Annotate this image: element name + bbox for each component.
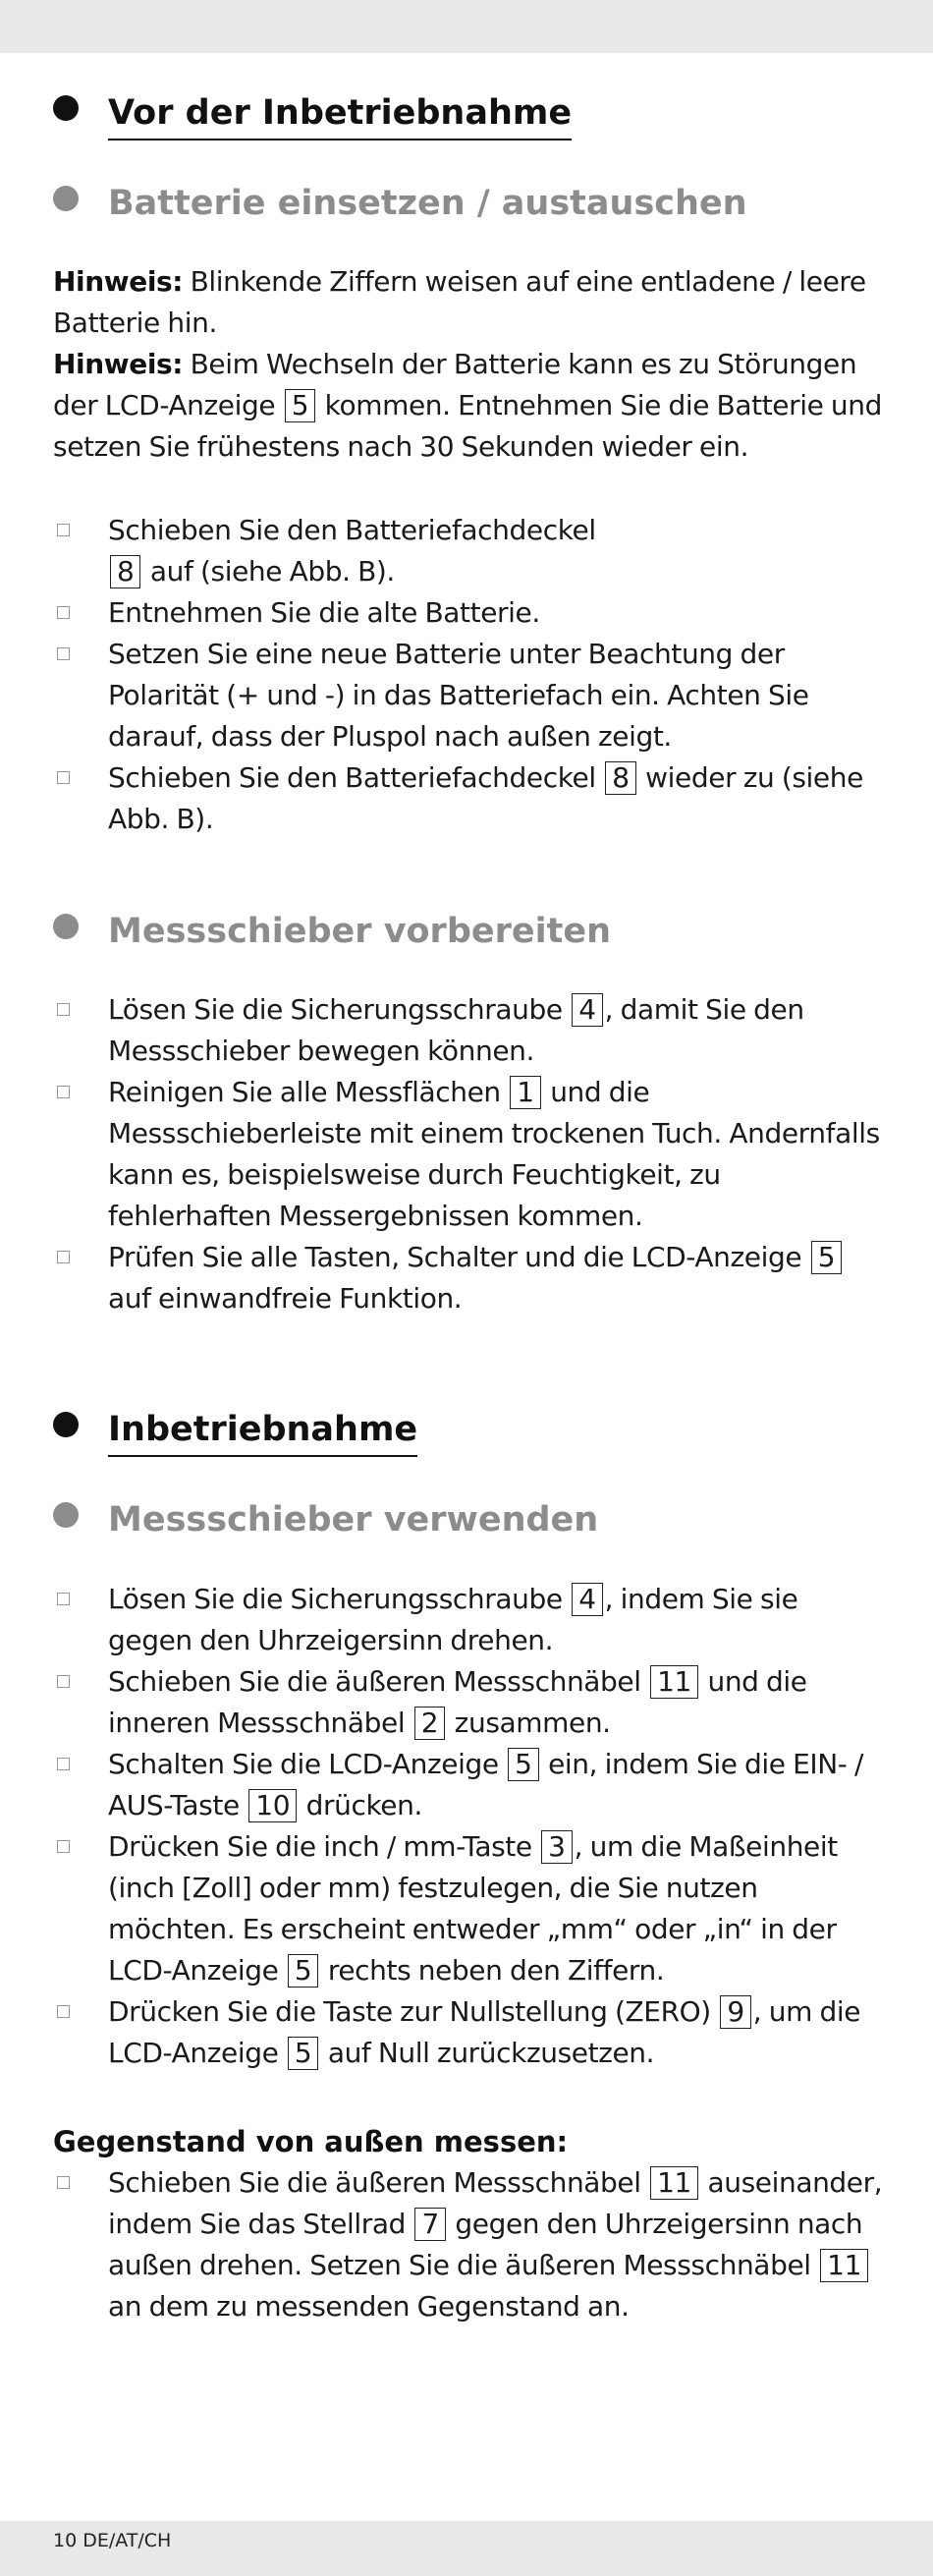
ref-number: 11 bbox=[650, 1665, 698, 1699]
checkbox-square-icon bbox=[57, 606, 70, 619]
ref-number: 4 bbox=[572, 993, 602, 1027]
subsection-heading: Batterie einsetzen / austauschen bbox=[108, 184, 747, 223]
page-number-footer: 10 DE/AT/CH bbox=[53, 2530, 172, 2551]
step-text: Schieben Sie die äußeren Messschnäbel bbox=[108, 1665, 649, 1698]
subsection-heading: Messschieber verwenden bbox=[108, 1500, 599, 1540]
list-item bbox=[53, 1744, 888, 1826]
step-text: Schieben Sie den Batteriefachdeckel bbox=[108, 514, 596, 546]
ref-number: 10 bbox=[248, 1789, 297, 1822]
step-text: an dem zu messenden Gegenstand an. bbox=[108, 2290, 630, 2323]
step-text: auf einwandfreie Funktion. bbox=[108, 1282, 463, 1315]
step-text: Entnehmen Sie die alte Batterie. bbox=[108, 596, 540, 629]
page-top-bar bbox=[0, 0, 933, 53]
ref-number: 4 bbox=[572, 1583, 602, 1616]
step-text: Drücken Sie die Taste zur Nullstellung (ZERO) bbox=[108, 1995, 719, 2028]
ref-number: 5 bbox=[285, 389, 315, 422]
note-label: Hinweis: bbox=[53, 265, 184, 298]
ref-number: 8 bbox=[605, 761, 635, 795]
checkbox-square-icon bbox=[57, 1593, 70, 1605]
heading-batterie bbox=[53, 184, 747, 223]
step-text: zusammen. bbox=[447, 1707, 611, 1739]
step-text: Lösen Sie die Sicherungsschraube bbox=[108, 1583, 571, 1615]
step-text: Drücken Sie die inch / mm-Taste bbox=[108, 1830, 540, 1863]
note-battery-change bbox=[53, 344, 888, 468]
list-item bbox=[53, 1237, 888, 1319]
checkbox-square-icon bbox=[57, 2005, 70, 2018]
bullet-dot-icon bbox=[53, 1412, 79, 1437]
step-text: , indem Sie sie gegen den Uhrzeigersinn drehen. bbox=[108, 1583, 798, 1656]
ref-number: 7 bbox=[414, 2208, 445, 2241]
heading-messschieber-vorbereiten bbox=[53, 912, 611, 951]
ref-number: 5 bbox=[508, 1748, 538, 1781]
checkbox-square-icon bbox=[57, 1003, 70, 1016]
heading-vor-der-inbetriebnahme bbox=[53, 93, 573, 133]
battery-steps-list bbox=[53, 510, 888, 840]
subsection-heading: Messschieber vorbereiten bbox=[108, 912, 611, 951]
checkbox-square-icon bbox=[57, 771, 70, 784]
ref-number: 5 bbox=[288, 2037, 318, 2070]
list-item bbox=[53, 510, 888, 592]
checkbox-square-icon bbox=[57, 647, 70, 660]
list-item bbox=[53, 1661, 888, 1744]
list-item bbox=[53, 757, 888, 840]
step-text: ein, indem Sie die EIN- / AUS-Taste bbox=[108, 1748, 864, 1821]
note-label: Hinweis: bbox=[53, 348, 184, 380]
bullet-dot-icon bbox=[53, 186, 79, 211]
outside-steps-list bbox=[53, 2162, 888, 2327]
step-text: auf Null zurückzusetzen. bbox=[320, 2037, 655, 2069]
ref-number: 9 bbox=[720, 1995, 750, 2029]
use-steps-list bbox=[53, 1579, 888, 2074]
checkbox-square-icon bbox=[57, 1251, 70, 1263]
section-heading: Inbetriebnahme bbox=[108, 1408, 417, 1457]
list-item bbox=[53, 1991, 888, 2074]
step-text: Setzen Sie eine neue Batterie unter Beachtung der Polarität (+ und -) in das Batteriefach ein. Achten Sie darauf, dass der Pluspol nach außen zeigt. bbox=[108, 638, 809, 753]
list-item bbox=[53, 634, 888, 757]
step-text: wieder zu (siehe Abb. B). bbox=[108, 761, 863, 835]
heading-gegenstand-aussen: Gegenstand von außen messen: bbox=[53, 2125, 569, 2158]
note-blinking-digits bbox=[53, 261, 888, 344]
checkbox-square-icon bbox=[57, 1675, 70, 1688]
step-text: Reinigen Sie alle Messflächen bbox=[108, 1076, 509, 1108]
checkbox-square-icon bbox=[57, 1086, 70, 1098]
step-text: drücken. bbox=[299, 1789, 422, 1821]
note-text: Beim Wechseln der Batterie kann es zu Störungen der LCD-Anzeige bbox=[53, 348, 857, 421]
step-text: Schieben Sie die äußeren Messschnäbel bbox=[108, 2166, 649, 2199]
prepare-steps-list bbox=[53, 989, 888, 1319]
heading-inbetriebnahme bbox=[53, 1410, 418, 1449]
ref-number: 11 bbox=[650, 2166, 698, 2200]
list-item bbox=[53, 2162, 888, 2327]
step-text: auf (siehe Abb. B). bbox=[142, 555, 395, 588]
ref-number: 8 bbox=[110, 555, 140, 588]
list-item bbox=[53, 989, 888, 1072]
ref-number: 2 bbox=[414, 1707, 445, 1740]
ref-number: 5 bbox=[288, 1954, 318, 1988]
list-item bbox=[53, 592, 888, 634]
step-text: , um die LCD-Anzeige bbox=[108, 1995, 861, 2069]
step-text: und die Messschieberleiste mit einem trockenen Tuch. Andernfalls kann es, beispielsweise durch Feuchtigkeit, zu fehlerhaften Messergebnissen kommen. bbox=[108, 1076, 880, 1232]
heading-messschieber-verwenden bbox=[53, 1500, 599, 1540]
section-heading: Vor der Inbetriebnahme bbox=[108, 91, 572, 140]
checkbox-square-icon bbox=[57, 524, 70, 536]
ref-number: 1 bbox=[510, 1076, 540, 1109]
step-text: gegen den Uhrzeigersinn nach außen drehen. Setzen Sie die äußeren Messschnäbel bbox=[108, 2208, 863, 2281]
step-text: , damit Sie den Messschieber bewegen können. bbox=[108, 993, 804, 1067]
step-text: , um die Maßeinheit (inch [Zoll] oder mm) festzulegen, die Sie nutzen möchten. Es erscheint entweder „mm“ oder „in“ in der LCD-Anzeige bbox=[108, 1830, 838, 1987]
checkbox-square-icon bbox=[57, 1758, 70, 1770]
step-text: und die inneren Messschnäbel bbox=[108, 1665, 807, 1739]
note-text: Blinkende Ziffern weisen auf eine entladene / leere Batterie hin. bbox=[53, 265, 866, 339]
step-text: Schieben Sie den Batteriefachdeckel bbox=[108, 761, 604, 794]
step-text: Lösen Sie die Sicherungsschraube bbox=[108, 993, 571, 1026]
list-item bbox=[53, 1579, 888, 1661]
bullet-dot-icon bbox=[53, 1502, 79, 1528]
checkbox-square-icon bbox=[57, 2176, 70, 2189]
checkbox-square-icon bbox=[57, 1840, 70, 1853]
ref-number: 5 bbox=[811, 1241, 842, 1274]
bullet-dot-icon bbox=[53, 914, 79, 939]
bullet-dot-icon bbox=[53, 95, 79, 121]
ref-number: 11 bbox=[820, 2249, 868, 2282]
step-text: Prüfen Sie alle Tasten, Schalter und die LCD-Anzeige bbox=[108, 1241, 809, 1273]
ref-number: 3 bbox=[541, 1830, 572, 1864]
step-text: Schalten Sie die LCD-Anzeige bbox=[108, 1748, 507, 1780]
list-item bbox=[53, 1072, 888, 1237]
step-text: auseinander, indem Sie das Stellrad bbox=[108, 2166, 883, 2240]
step-text: rechts neben den Ziffern. bbox=[320, 1954, 665, 1987]
note-text: kommen. Entnehmen Sie die Batterie und setzen Sie frühestens nach 30 Sekunden wieder ein. bbox=[53, 389, 882, 463]
list-item bbox=[53, 1826, 888, 1991]
